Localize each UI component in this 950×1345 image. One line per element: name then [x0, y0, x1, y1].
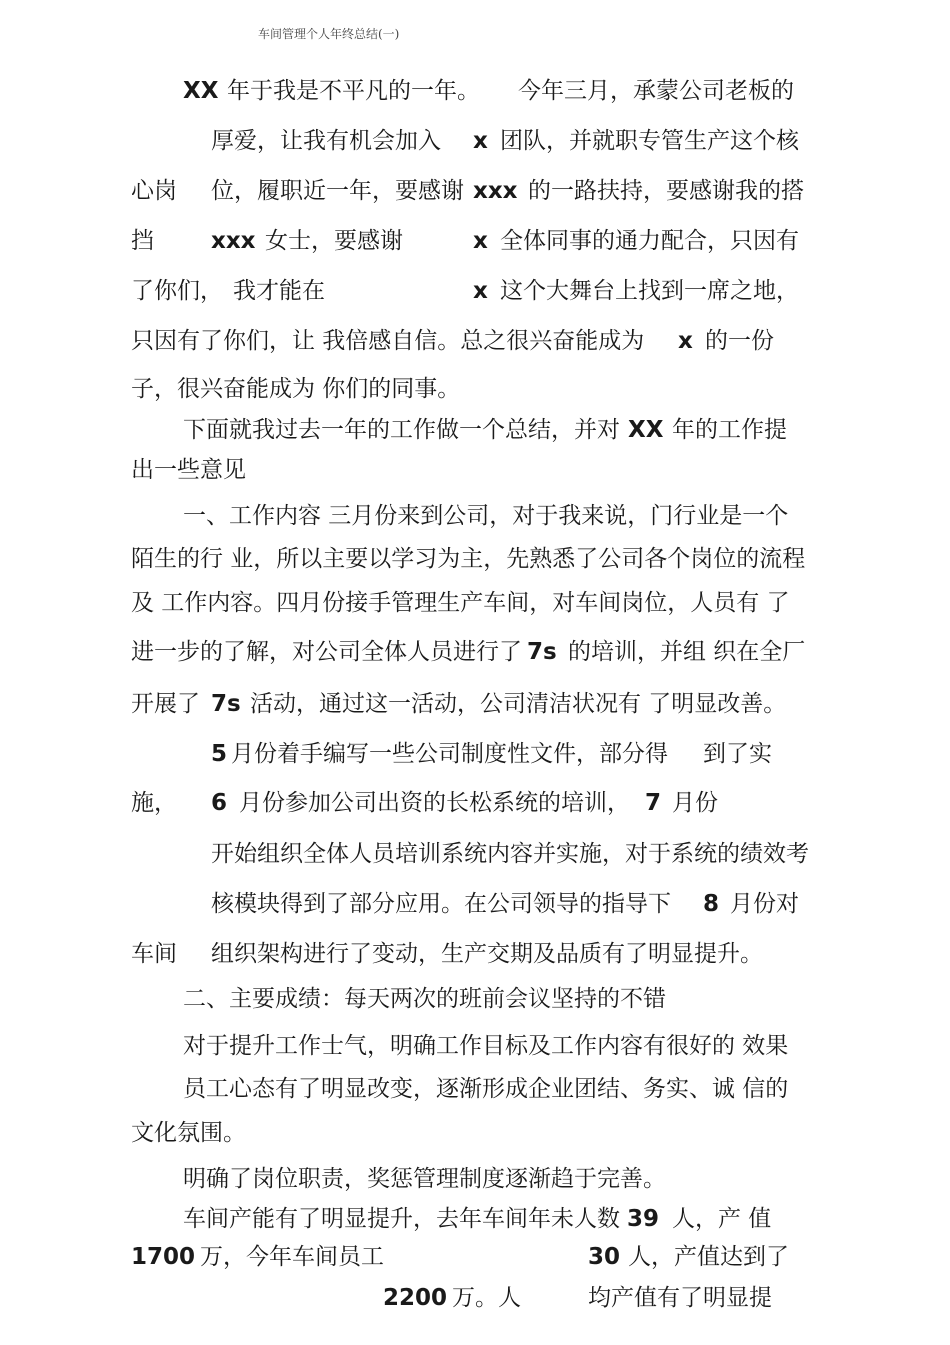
- text-segment: 对于提升工作士气，明确工作目标及工作内容有很好的 效果: [183, 1033, 789, 1059]
- text-segment: 组织架构进行了变动，生产交期及品质有了明显提升。: [211, 941, 763, 967]
- text-segment: XX: [183, 78, 219, 104]
- text-segment: 月份对: [730, 891, 799, 917]
- text-segment: x: [678, 328, 693, 354]
- section-heading: 二、主要成绩：每天两次的班前会议坚持的不错: [183, 986, 666, 1012]
- text-segment: 我才能在: [233, 278, 325, 304]
- text-segment: 了你们，: [131, 278, 223, 304]
- text-segment: 心岗: [131, 178, 177, 204]
- text-segment: 1700: [131, 1244, 196, 1270]
- text-segment: 人，产值达到了: [628, 1244, 789, 1270]
- text-segment: x: [473, 228, 488, 254]
- text-segment: 的一路扶持，要感谢我的搭: [528, 178, 804, 204]
- text-segment: 陌生的行 业，所以主要以学习为主，先熟悉了公司各个岗位的流程: [131, 546, 806, 572]
- text-segment: 2200: [383, 1285, 448, 1311]
- text-segment: 7s: [527, 639, 557, 665]
- text-segment: 6: [211, 790, 228, 816]
- text-segment: 全体同事的通力配合，只因有: [500, 228, 799, 254]
- text-segment: 7: [645, 790, 662, 816]
- text-segment: 出一些意见: [131, 457, 246, 483]
- text-segment: 这个大舞台上找到一席之地，: [500, 278, 799, 304]
- text-segment: 开展了: [131, 691, 200, 717]
- text-segment: 到了实: [703, 741, 772, 767]
- text-segment: 车间产能有了明显提升，去年车间年未人数: [183, 1206, 620, 1232]
- text-segment: x: [473, 128, 488, 154]
- text-segment: 万，今年车间员工: [200, 1244, 384, 1270]
- text-segment: 7s: [211, 691, 241, 717]
- text-segment: 团队，并就职专管生产这个核: [500, 128, 799, 154]
- text-segment: XX: [628, 417, 664, 443]
- text-segment: 女士，要感谢: [265, 228, 403, 254]
- text-segment: 月份着手编写一些公司制度性文件，部分得: [231, 741, 668, 767]
- text-segment: xxx: [473, 178, 518, 204]
- text-segment: 月份: [672, 790, 718, 816]
- text-segment: 万。人: [452, 1285, 521, 1311]
- text-segment: 的培训，并组 织在全厂: [568, 639, 806, 665]
- text-segment: 文化氛围。: [131, 1120, 246, 1146]
- text-segment: 及 工作内容。四月份接手管理生产车间，对车间岗位，人员有 了: [131, 590, 790, 616]
- text-segment: 5: [211, 741, 228, 767]
- text-segment: 明确了岗位职责，奖惩管理制度逐渐趋于完善。: [183, 1166, 666, 1192]
- text-segment: 30: [588, 1244, 621, 1270]
- text-segment: 人，产 值: [672, 1206, 772, 1232]
- text-segment: 均产值有了明显提: [588, 1285, 772, 1311]
- text-segment: 进一步的了解，对公司全体人员进行了: [131, 639, 522, 665]
- text-segment: 月份参加公司出资的长松系统的培训，: [239, 790, 630, 816]
- text-segment: 员工心态有了明显改变，逐渐形成企业团结、务实、诚 信的: [183, 1076, 789, 1102]
- text-segment: 年的工作提: [672, 417, 787, 443]
- text-segment: 厚爱，让我有机会加入: [211, 128, 441, 154]
- text-segment: 下面就我过去一年的工作做一个总结，并对: [183, 417, 620, 443]
- text-segment: 今年三月，承蒙公司老板的: [518, 78, 794, 104]
- text-segment: 核模块得到了部分应用。在公司领导的指导下: [211, 891, 671, 917]
- text-segment: 8: [703, 891, 720, 917]
- text-segment: 年于我是不平凡的一年。: [227, 78, 480, 104]
- text-segment: 位，履职近一年，要感谢: [211, 178, 464, 204]
- page-header: 车间管理个人年终总结(一): [258, 27, 400, 41]
- text-segment: x: [473, 278, 488, 304]
- text-segment: 一、工作内容 三月份来到公司，对于我来说，门行业是一个: [183, 503, 789, 529]
- text-segment: 挡: [131, 228, 154, 254]
- text-segment: 只因有了你们，让 我倍感自信。总之很兴奋能成为: [131, 328, 645, 354]
- text-segment: xxx: [211, 228, 256, 254]
- text-segment: 车间: [131, 941, 177, 967]
- text-segment: 开始组织全体人员培训系统内容并实施，对于系统的绩效考: [211, 841, 809, 867]
- text-segment: 活动，通过这一活动，公司清洁状况有 了明显改善。: [250, 691, 787, 717]
- text-segment: 子，很兴奋能成为 你们的同事。: [131, 376, 461, 402]
- text-segment: 39: [627, 1206, 660, 1232]
- text-segment: 施，: [131, 790, 177, 816]
- text-segment: 的一份: [705, 328, 774, 354]
